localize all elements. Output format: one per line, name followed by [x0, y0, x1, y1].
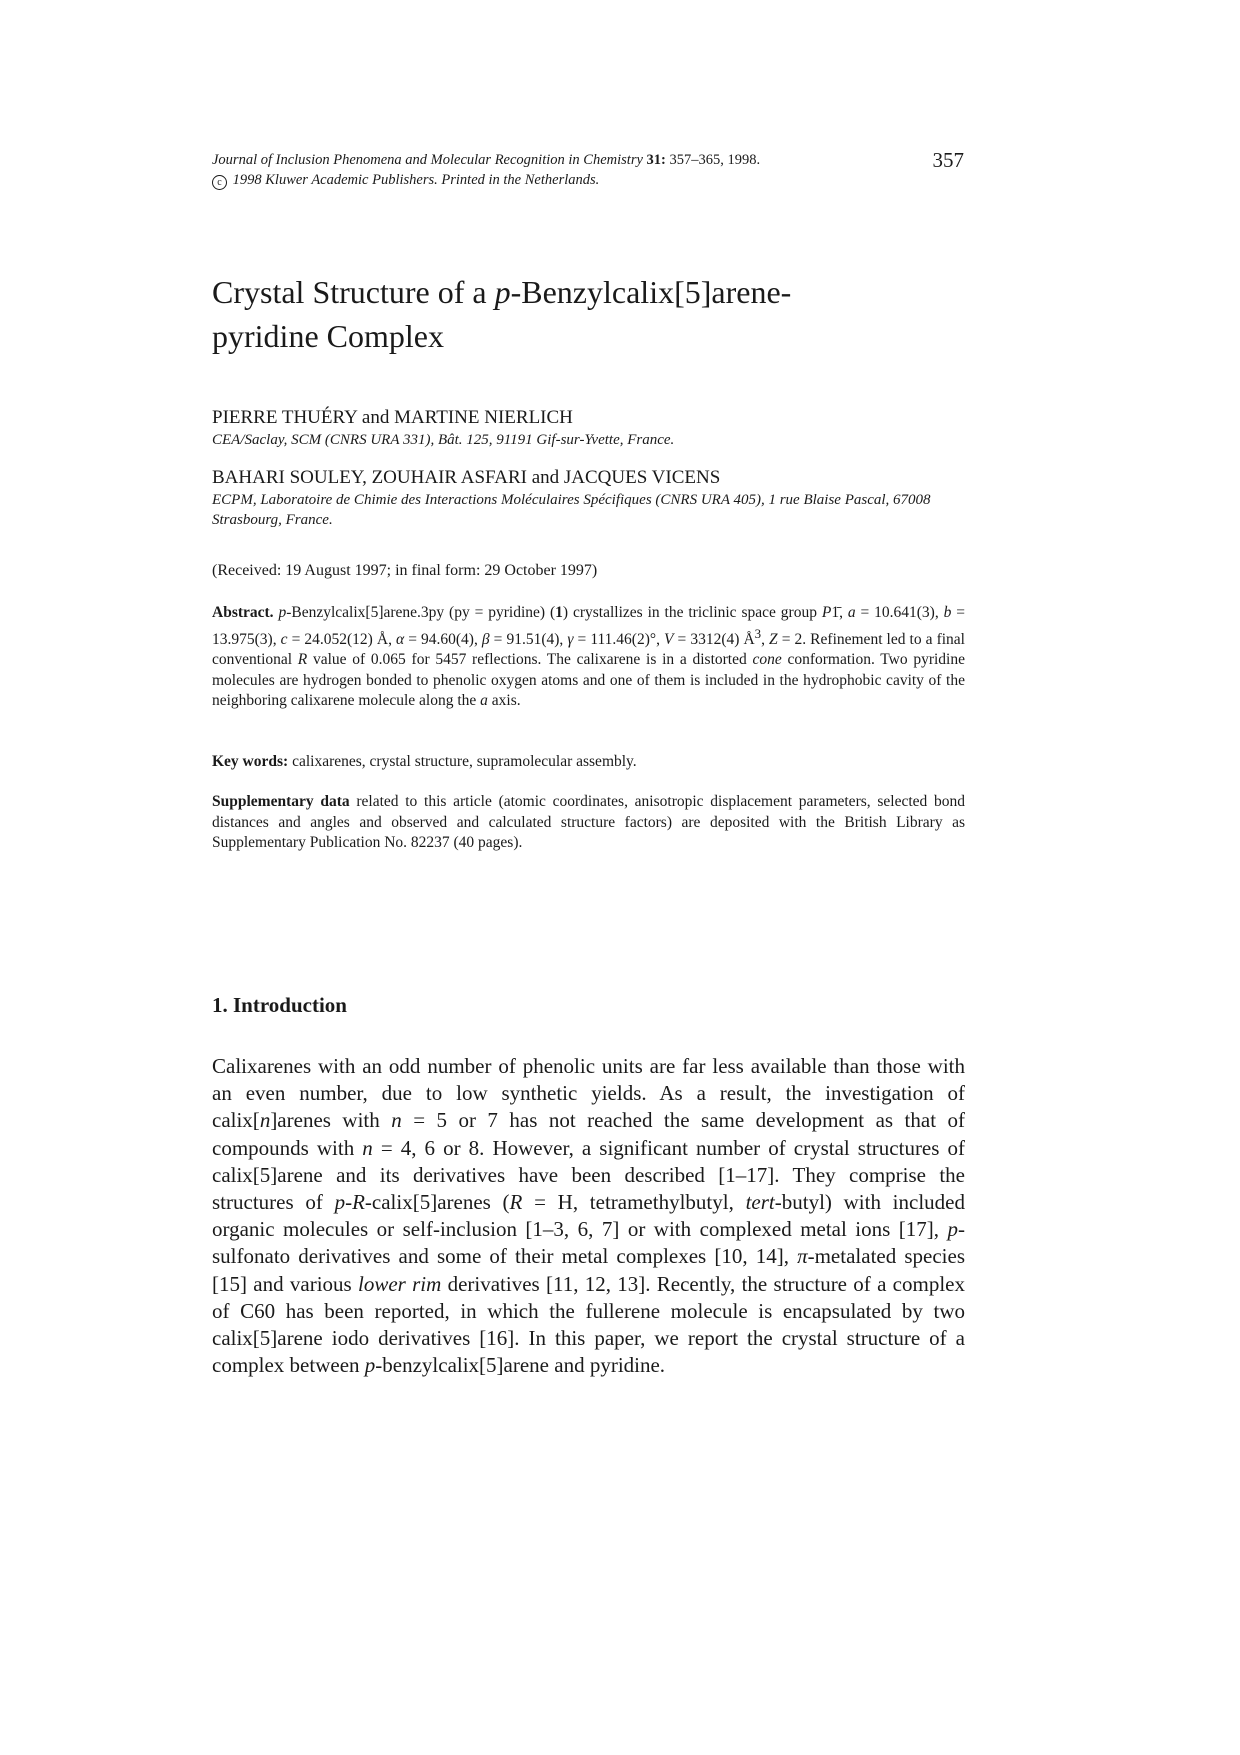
- math-symbol: b: [943, 604, 952, 621]
- math-symbol: n: [362, 1135, 373, 1160]
- math-symbol: a: [847, 604, 856, 621]
- superscript: 3: [754, 625, 762, 641]
- math-symbol: p: [334, 1190, 346, 1215]
- abstract-text: p-Benzylcalix[5]arene.3py (py = pyridine) (1) crystallizes in the triclinic space group P1̄, a = 10.641(3), b = 13.975(3), c = 24.052(12) Å, α = 94.60(4), β = 91.51(4), γ = 111.46(2)°, V = 3312(4) $Å^3$, Z = 2. Refinement led to a final conventional R value of 0.065 for 5457 reflections. The calixarene is in a distorted cone conformation. Two pyridine molecules are hydrogen bonded to phenolic oxygen atoms and one of them is included in the hydrophobic cavity of the neighboring calixarene molecule along the a axis.: [212, 604, 965, 710]
- author-names: BAHARI SOULEY, ZOUHAIR ASFARI and JACQUES VICENS: [212, 467, 721, 488]
- math-symbol: R: [297, 651, 308, 669]
- author-affiliation: ECPM, Laboratoire de Chimie des Interactions Moléculaires Spécifiques (CNRS URA 405), 1 rue Blaise Pascal, 67008 Strasbourg, France.: [212, 492, 931, 528]
- emphasis-text: lower rim: [357, 1271, 442, 1296]
- math-symbol: β: [481, 630, 490, 648]
- math-symbol: π: [797, 1244, 808, 1269]
- copyright-line: [212, 170, 964, 190]
- math-symbol: R: [509, 1190, 523, 1215]
- author-group-1: [212, 406, 972, 450]
- keywords: [212, 752, 637, 772]
- math-symbol: p: [278, 604, 287, 621]
- received-dates: (Received: 19 August 1997; in final form: 29 October 1997): [212, 562, 598, 579]
- journal-volume: 31:: [646, 152, 666, 168]
- page-number: 357: [932, 148, 964, 172]
- supplementary-label: Supplementary data: [212, 793, 350, 810]
- supplementary-data-note: [212, 792, 965, 854]
- abstract-label: Abstract.: [212, 604, 274, 621]
- math-symbol: γ: [567, 630, 574, 648]
- running-header: [212, 150, 964, 190]
- title-line2: pyridine Complex: [212, 318, 444, 354]
- math-symbol: α: [396, 630, 405, 648]
- author-names: PIERRE THUÉRY and MARTINE NIERLICH: [212, 407, 573, 428]
- math-symbol: Z: [769, 630, 778, 648]
- emphasis-text: tert: [745, 1190, 775, 1215]
- journal-pages-year: 357–365, 1998.: [669, 152, 761, 168]
- journal-citation: [212, 150, 964, 170]
- math-symbol: V: [664, 630, 674, 648]
- section-heading-introduction: 1. Introduction: [212, 993, 347, 1017]
- math-symbol: n: [391, 1108, 402, 1133]
- math-symbol: P: [821, 604, 832, 621]
- copyright-text: 1998 Kluwer Academic Publishers. Printed in the Netherlands.: [232, 172, 600, 188]
- math-symbol: p: [364, 1353, 376, 1378]
- math-symbol: a: [480, 692, 488, 710]
- author-affiliation: CEA/Saclay, SCM (CNRS URA 331), Bât. 125, 91191 Gif-sur-Yvette, France.: [212, 432, 675, 448]
- supplementary-text: related to this article (atomic coordinates, anisotropic displacement parameters, selected bond distances and angles and observed and calculated structure factors) are deposited with the British Library as Supplementary Publication No. 82237 (40 pages).: [212, 793, 965, 851]
- keywords-label: Key words:: [212, 753, 289, 770]
- math-symbol: c: [280, 630, 288, 648]
- journal-name: Journal of Inclusion Phenomena and Molecular Recognition in Chemistry: [212, 152, 643, 168]
- title-line1-pre: Crystal Structure of a: [212, 274, 495, 310]
- math-symbol: p: [947, 1217, 958, 1242]
- abstract: [212, 603, 965, 712]
- title-line1-post: -Benzylcalix[5]arene-: [510, 274, 792, 310]
- introduction-paragraph: Calixarenes with an odd number of phenolic units are far less available than those with an even number, due to low synthetic yields. As a result, the investigation of calix[n]arenes with n = 5 or 7 has not reached the same development as that of compounds with n = 4, 6 or 8. However, a significant number of crystal structures of calix[5]arene and its derivatives have been described [1–17]. They comprise the structures of p-R-calix[5]arenes (R = H, tetramethylbutyl, tert-butyl) with included organic molecules or self-inclusion [1–3, 6, 7] or with complexed metal ions [17], p-sulfonato derivatives and some of their metal complexes [10, 14], π-metalated species [15] and various lower rim derivatives [11, 12, 13]. Recently, the structure of a complex of C60 has been reported, in which the fullerene molecule is encapsulated by two calix[5]arene iodo derivatives [16]. In this paper, we report the crystal structure of a complex between p-benzylcalix[5]arene and pyridine.: [212, 1054, 965, 1378]
- author-group-2: [212, 466, 972, 530]
- copyright-icon: c: [212, 175, 227, 190]
- keywords-text: calixarenes, crystal structure, supramolecular assembly.: [288, 753, 637, 770]
- math-symbol: n: [259, 1108, 271, 1133]
- bold-text: 1: [555, 604, 563, 621]
- emphasis-text: cone: [752, 651, 782, 669]
- paper-title: [212, 270, 972, 358]
- math-symbol: R: [352, 1190, 365, 1215]
- title-line1-p: p: [494, 274, 511, 310]
